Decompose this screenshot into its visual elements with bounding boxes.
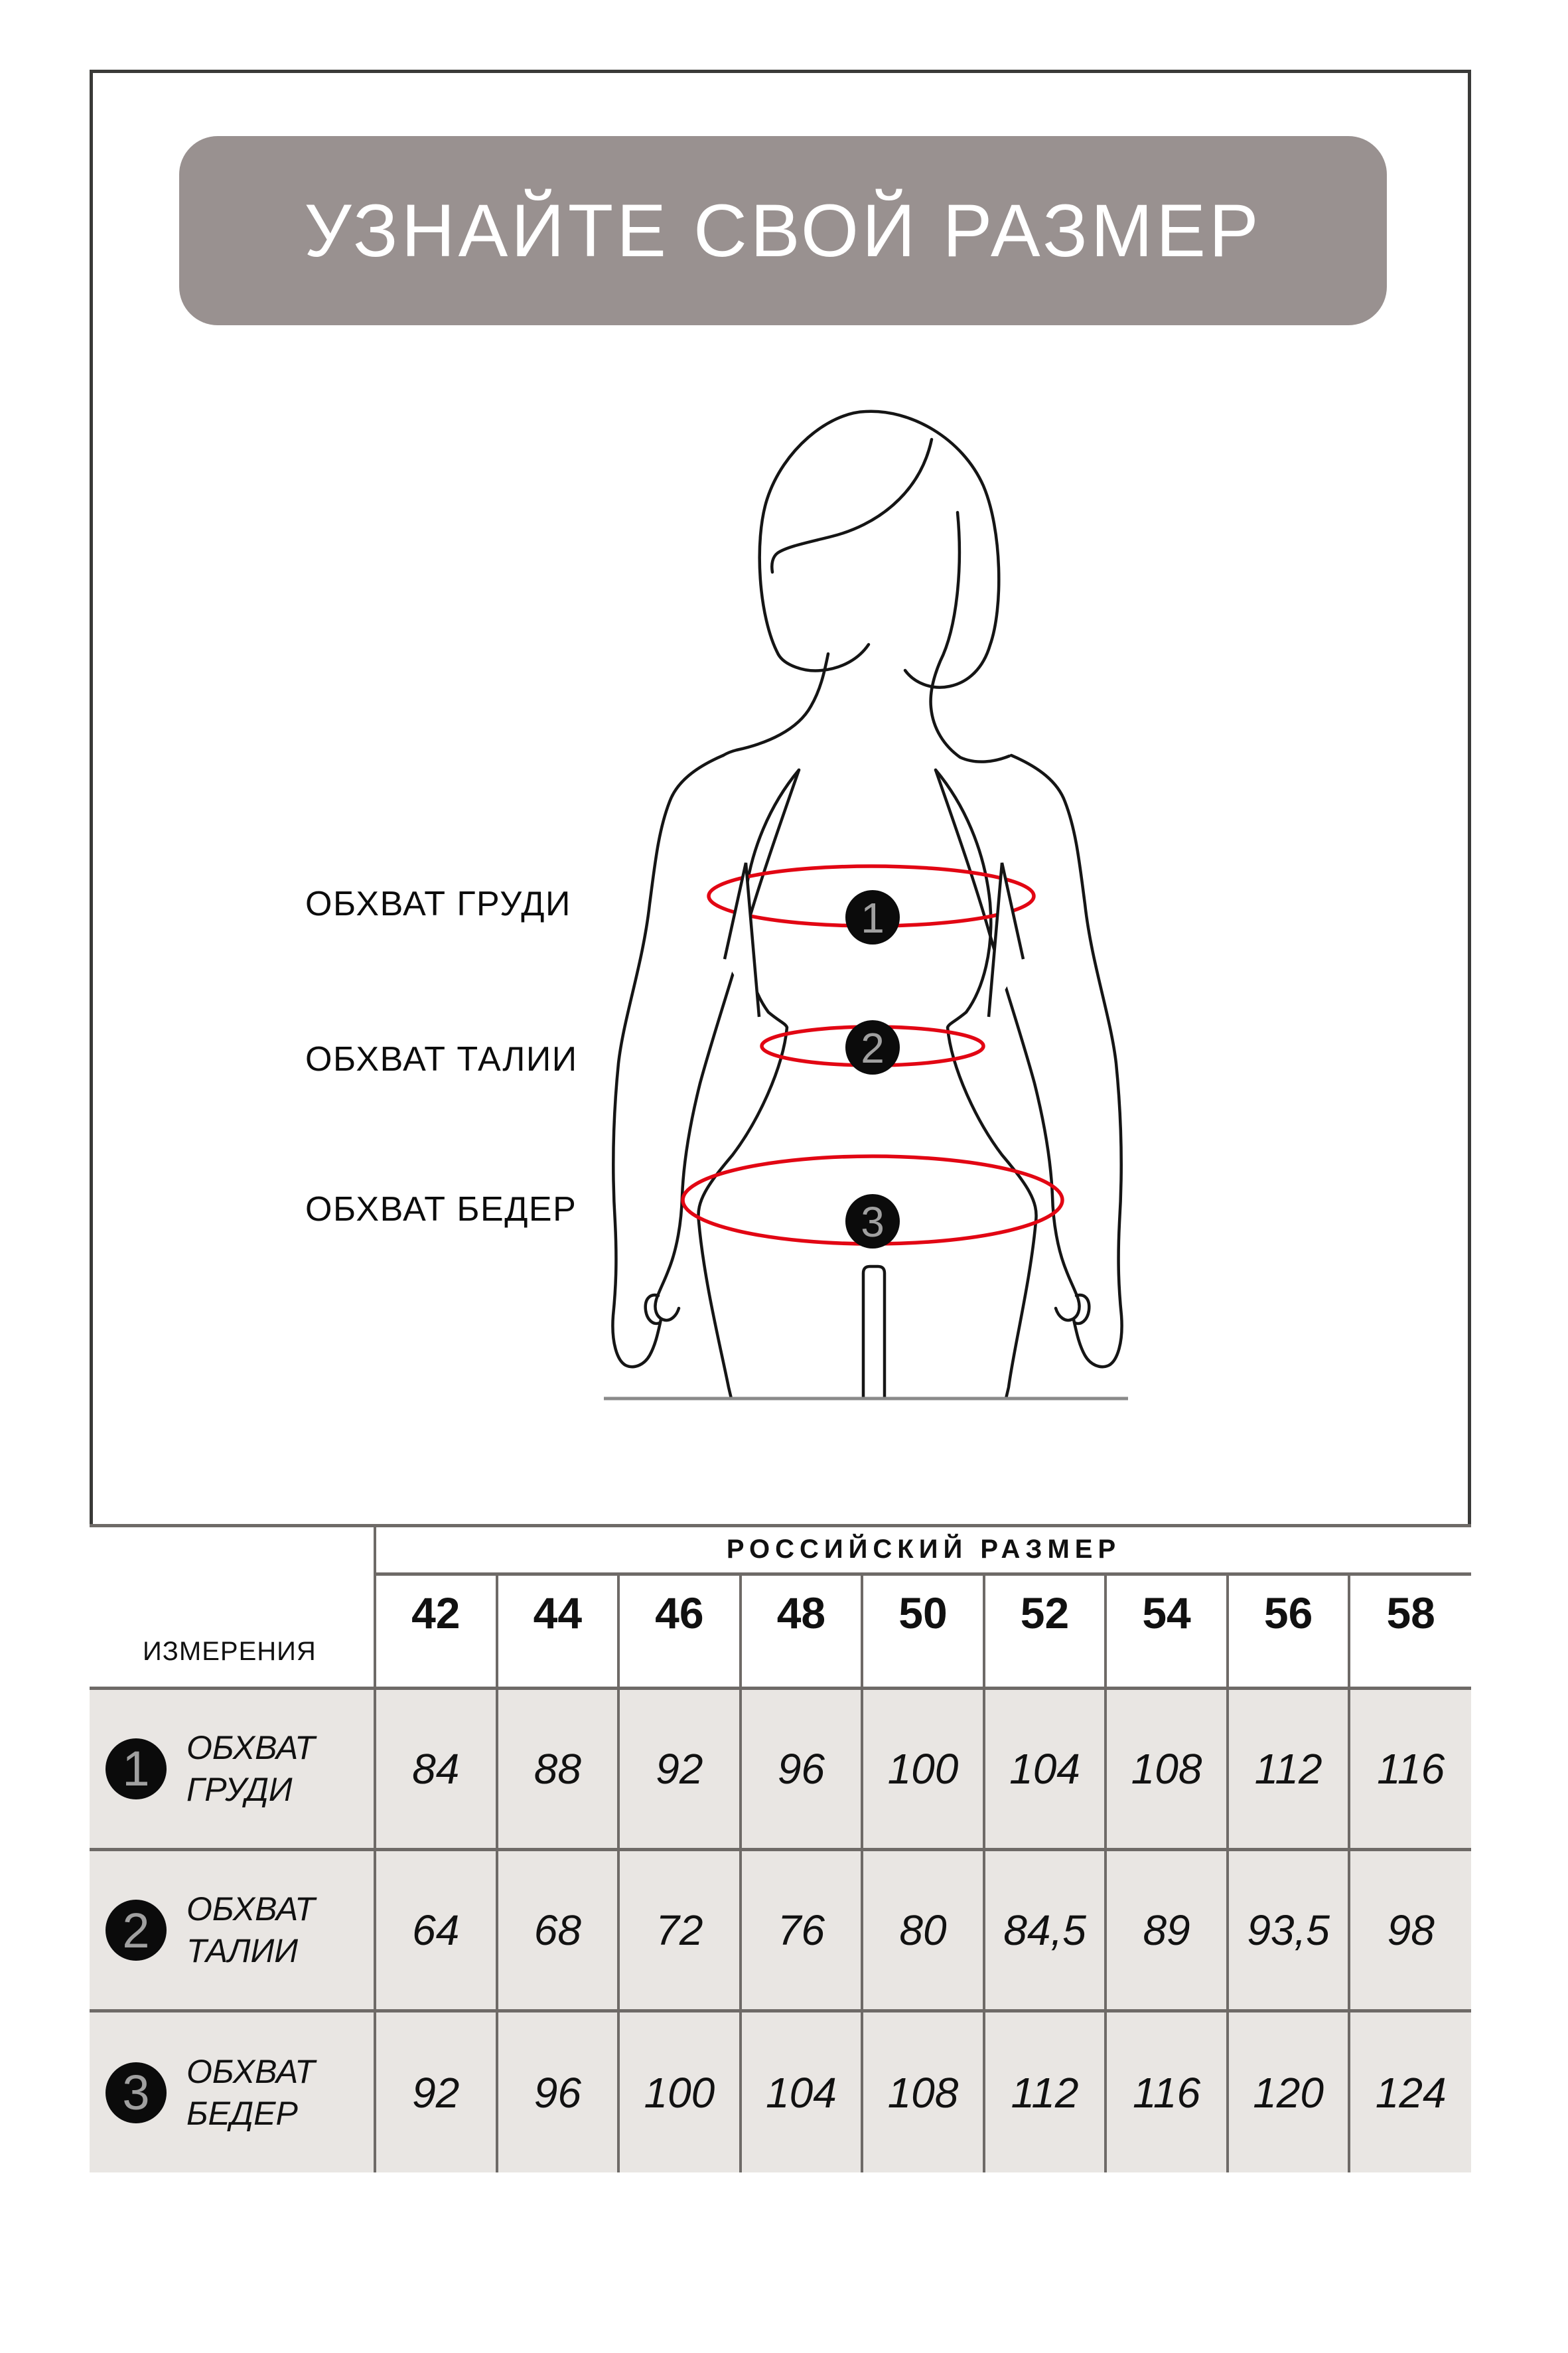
label-hips: ОБХВАТ БЕДЕР xyxy=(305,1190,577,1229)
chest-value: 108 xyxy=(1105,1688,1228,1849)
table-anchor xyxy=(90,70,1471,2172)
row-1-label: ОБХВАТ ГРУДИ xyxy=(186,1728,315,1808)
marker-3-num: 3 xyxy=(861,1198,885,1246)
chest-value: 100 xyxy=(862,1688,984,1849)
waist-value: 98 xyxy=(1349,1849,1471,2011)
hips-value: 104 xyxy=(741,2011,863,2172)
size-col-header: 44 xyxy=(497,1574,619,1688)
size-col-header: 46 xyxy=(618,1574,741,1688)
size-col-header: 42 xyxy=(375,1574,497,1688)
chest-value: 92 xyxy=(618,1688,741,1849)
chest-value: 96 xyxy=(741,1688,863,1849)
waist-value: 80 xyxy=(862,1849,984,2011)
row-label-chest xyxy=(90,1688,375,1849)
size-col-header: 50 xyxy=(862,1574,984,1688)
size-col-header: 56 xyxy=(1228,1574,1350,1688)
size-col-header: 52 xyxy=(984,1574,1106,1688)
row-1-badge: 1 xyxy=(106,1738,167,1799)
size-table-zone xyxy=(90,1524,1471,2172)
waist-value: 72 xyxy=(618,1849,741,2011)
waist-value: 89 xyxy=(1105,1849,1228,2011)
chest-value: 104 xyxy=(984,1688,1106,1849)
row-label-waist xyxy=(90,1849,375,2011)
measurements-header: ИЗМЕРЕНИЯ xyxy=(90,1527,375,1688)
russian-size-header: РОССИЙСКИЙ РАЗМЕР xyxy=(375,1527,1471,1574)
hips-value: 96 xyxy=(497,2011,619,2172)
row-3-badge: 3 xyxy=(106,2062,167,2123)
waist-value: 68 xyxy=(497,1849,619,2011)
hips-value: 100 xyxy=(618,2011,741,2172)
size-col-header: 58 xyxy=(1349,1574,1471,1688)
table-row-hips xyxy=(90,2011,1471,2172)
marker-1-num: 1 xyxy=(861,894,885,942)
row-3-label: ОБХВАТ БЕДЕР xyxy=(186,2052,315,2132)
size-col-header: 54 xyxy=(1105,1574,1228,1688)
row-2-badge: 2 xyxy=(106,1900,167,1961)
waist-value: 76 xyxy=(741,1849,863,2011)
table-row-chest xyxy=(90,1688,1471,1849)
size-col-header: 48 xyxy=(741,1574,863,1688)
waist-value: 84,5 xyxy=(984,1849,1106,2011)
chest-value: 84 xyxy=(375,1688,497,1849)
row-2-label: ОБХВАТ ТАЛИИ xyxy=(186,1890,315,1970)
label-chest: ОБХВАТ ГРУДИ xyxy=(305,885,571,923)
hips-value: 112 xyxy=(984,2011,1106,2172)
waist-value: 93,5 xyxy=(1228,1849,1350,2011)
table-row-waist xyxy=(90,1849,1471,2011)
hips-value: 124 xyxy=(1349,2011,1471,2172)
chest-value: 116 xyxy=(1349,1688,1471,1849)
hips-value: 116 xyxy=(1105,2011,1228,2172)
page-title: УЗНАЙТЕ СВОЙ РАЗМЕР xyxy=(304,189,1262,272)
label-waist: ОБХВАТ ТАЛИИ xyxy=(305,1040,578,1079)
chest-value: 112 xyxy=(1228,1688,1350,1849)
hips-value: 92 xyxy=(375,2011,497,2172)
size-table xyxy=(90,1527,1471,2172)
waist-value: 64 xyxy=(375,1849,497,2011)
hips-value: 120 xyxy=(1228,2011,1350,2172)
marker-2-num: 2 xyxy=(861,1024,885,1072)
hips-value: 108 xyxy=(862,2011,984,2172)
row-label-hips xyxy=(90,2011,375,2172)
chest-value: 88 xyxy=(497,1688,619,1849)
